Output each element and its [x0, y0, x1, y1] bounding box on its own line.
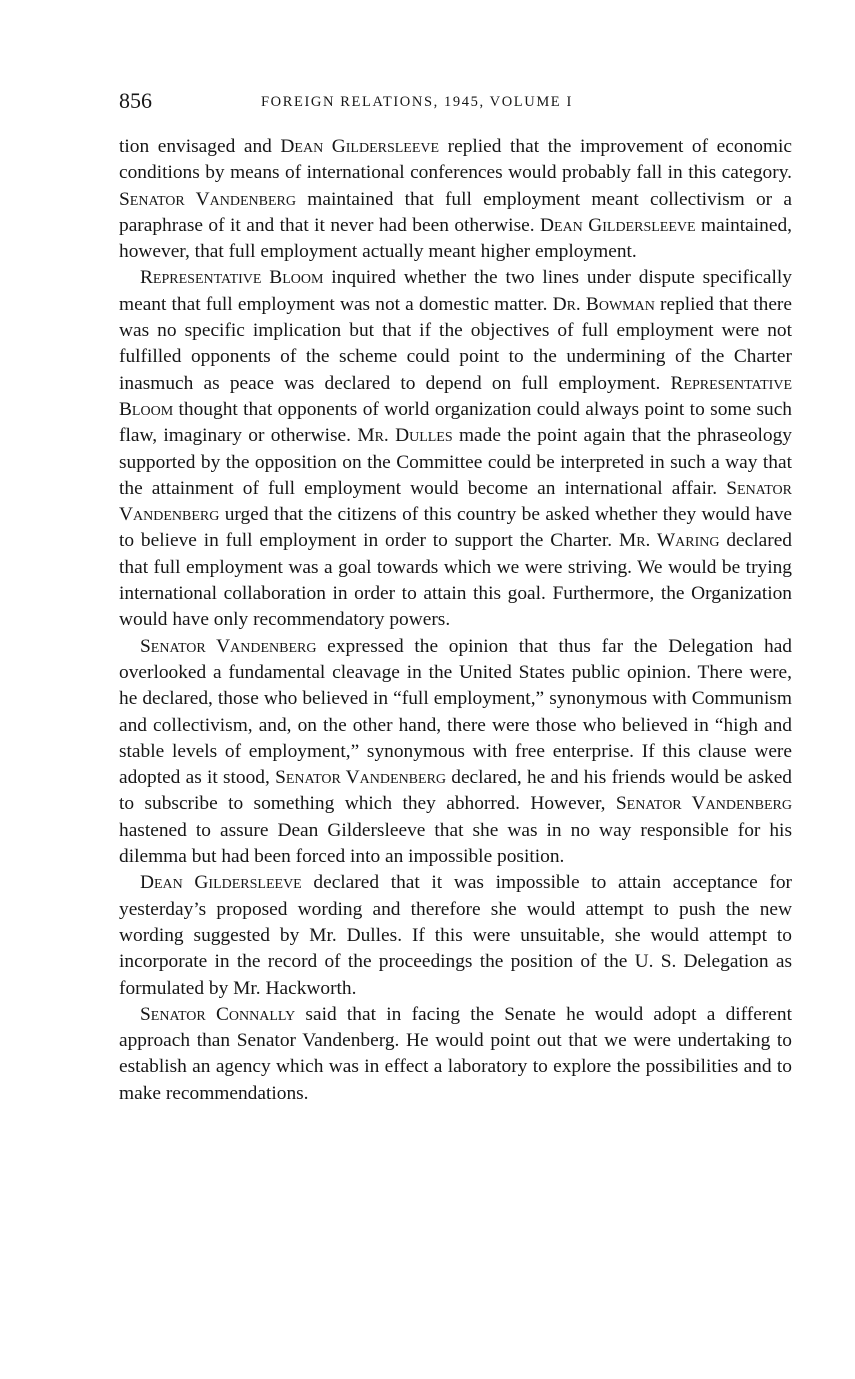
speaker-name: Dean Gildersleeve — [280, 136, 440, 157]
speaker-name: Representative Bloom — [140, 267, 324, 289]
paragraph-text: declared that it was impossible to attain acceptance for yesterday’s proposed wording and therefore she would attempt to push the new wording suggested by Mr. Dulles. If this were unsuitable, she would attempt to incorporate in the record of the proceedings the position of the U. S. Delegation as formulated by Mr. Hackworth. — [119, 872, 792, 999]
speaker-name: Senator Vandenberg — [119, 188, 296, 210]
running-header — [119, 86, 792, 118]
document-page — [119, 86, 792, 1107]
speaker-name: Dean Gildersleeve — [540, 214, 696, 236]
paragraph-text: maintained, however, that full employment actually meant higher employment. — [119, 214, 792, 263]
paragraph-text: made the point again that the phraseology supported by the opposition on the Committee could be interpreted in such a way that the attainment of full employment would become an international affair. — [119, 425, 792, 499]
paragraph-text: replied that the improvement of economic conditions by means of international conferences would probably fall in this category. — [119, 136, 792, 184]
paragraph — [119, 265, 792, 633]
paragraph-text: declared that full employment was a goal towards which we were striving. We would be trying international collaboration in order to attain this goal. Furthermore, the Organization would have only recommendatory powers. — [119, 530, 793, 631]
paragraph-text: expressed the opinion that thus far the Delegation had overlooked a fundamental cleavage in the United States public opinion. There were, he declared, those who believed in “full employment,” synonymous with Communism and collectivism, and, on the other hand, there were those who believed in “high and stable levels of employment,” synonymous with free enterprise. If this clause were adopted as it stood, — [119, 635, 793, 789]
speaker-name: Senator Vandenberg — [275, 767, 447, 789]
paragraph-text: replied that there was no specific implication but that if the objectives of full employment were not fulfilled opponents of the scheme could point to the undermining of the Charter inasmuch as peace was declared to depend on full employment. — [119, 293, 792, 394]
paragraph — [119, 1002, 792, 1107]
speaker-name: Representative Bloom — [119, 372, 792, 420]
speaker-name: Senator Vandenberg — [119, 477, 792, 526]
paragraph-text: hastened to assure Dean Gildersleeve that she was in no way responsible for his dilemma but had been forced into an impossible position. — [119, 819, 792, 868]
paragraph-text: inquired whether the two lines under dispute specifically meant that full employment was not a domestic matter. — [119, 267, 792, 315]
paragraph-text: urged that the citizens of this country be asked whether they would have to believe in full employment in order to support the Charter. — [119, 504, 792, 552]
speaker-name: Dean Gildersleeve — [140, 872, 302, 894]
paragraph-text: declared, he and his friends would be asked to subscribe to something which they abhorred. However, — [119, 767, 792, 815]
speaker-name: Dr. Bowman — [552, 293, 655, 315]
speaker-name: Senator Connally — [140, 1003, 296, 1025]
speaker-name: Mr. Waring — [618, 530, 720, 552]
paragraph-text: said that in facing the Senate he would adopt a different approach than Senator Vandenberg. He would point out that we were undertaking to establish an agency which was in effect a laboratory to explore the possibilities and to make recommendations. — [119, 1003, 792, 1104]
paragraph-text: tion envisaged and — [119, 136, 281, 157]
body-text — [119, 134, 792, 1107]
paragraph-text: maintained that full employment meant collectivism or a paraphrase of it and that it never had been otherwise. — [119, 188, 792, 236]
page-number: 856 — [119, 88, 152, 113]
speaker-name: Senator Vandenberg — [615, 793, 793, 815]
speaker-name: Senator Vandenberg — [140, 635, 317, 657]
paragraph — [119, 134, 792, 265]
running-title: FOREIGN RELATIONS, 1945, VOLUME I — [261, 94, 573, 110]
paragraph — [119, 634, 792, 871]
paragraph-text: thought that opponents of world organization could always point to some such flaw, imaginary or otherwise. — [119, 398, 792, 447]
speaker-name: Mr. Dulles — [357, 425, 453, 447]
paragraph — [119, 870, 792, 1001]
